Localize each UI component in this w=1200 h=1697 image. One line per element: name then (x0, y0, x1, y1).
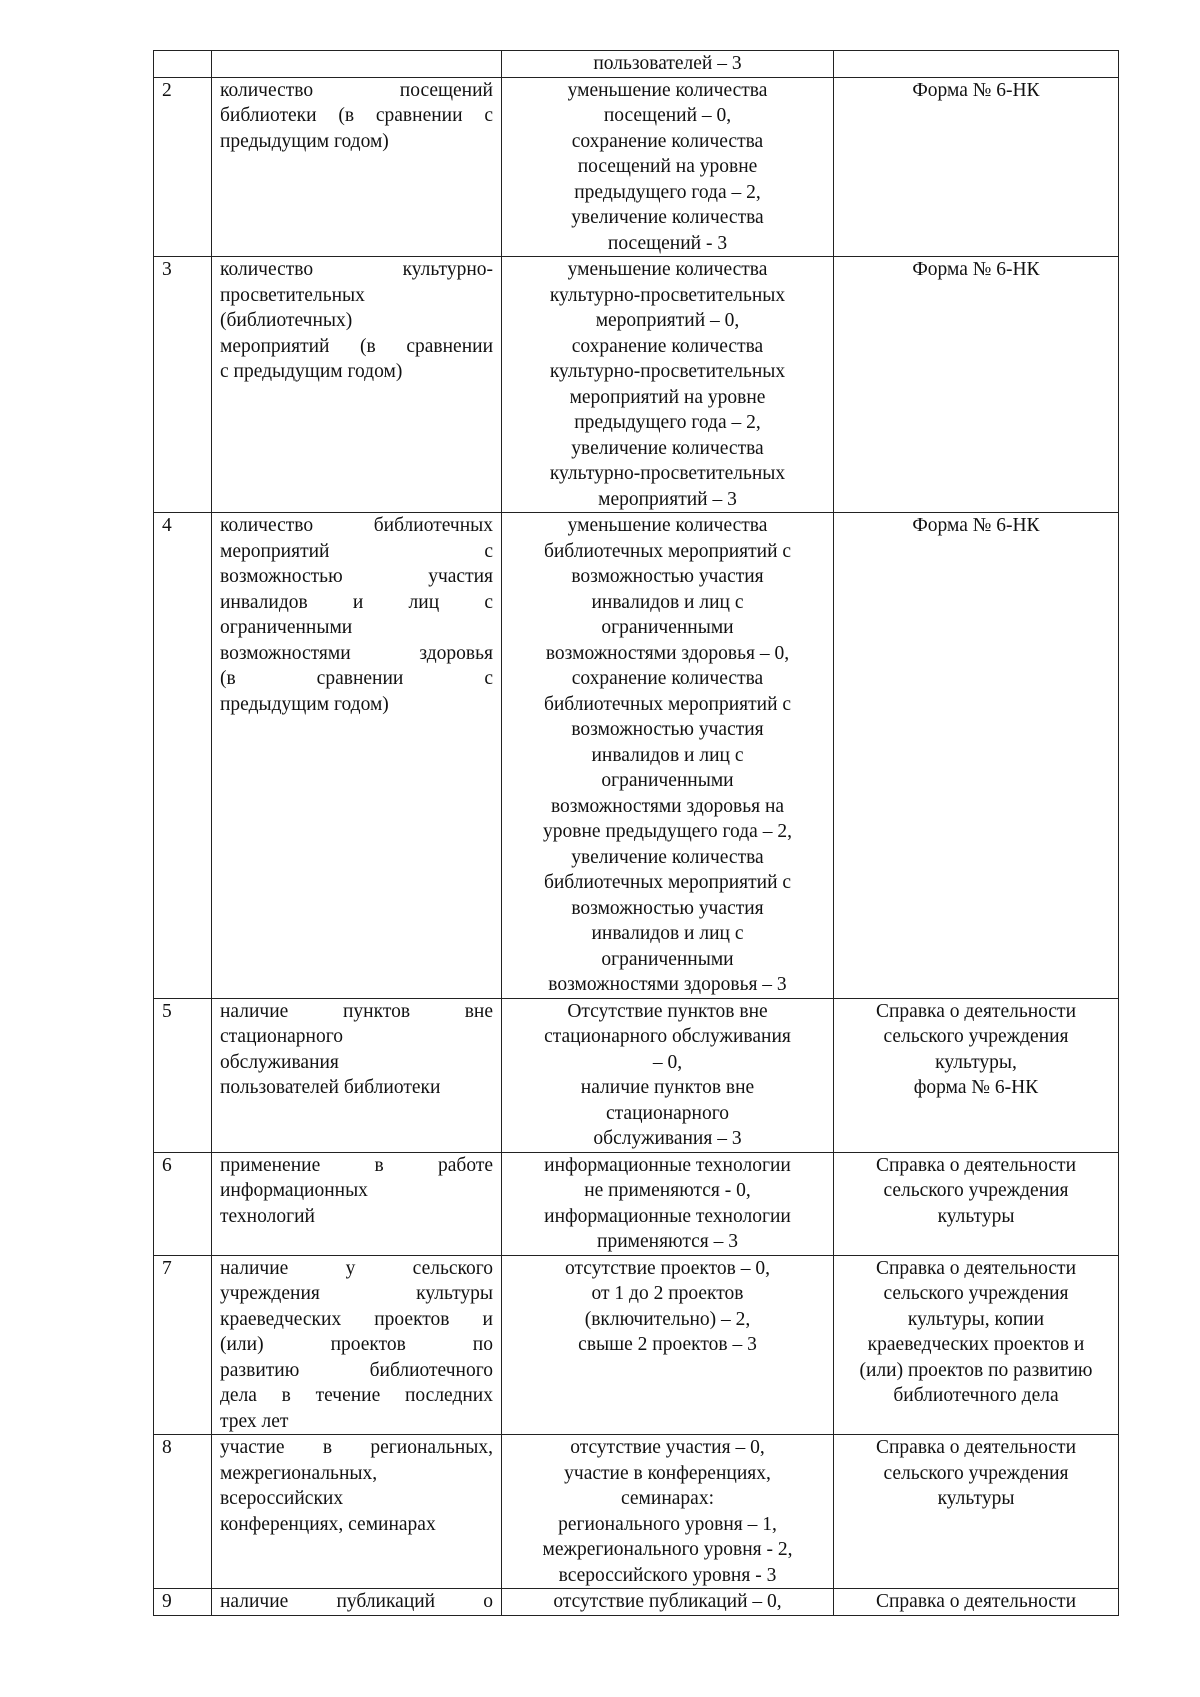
score-line: культурно-просветительных (549, 284, 786, 306)
score-line: отсутствие проектов – 0, (565, 1257, 770, 1279)
source-line: Форма № 6-НК (912, 515, 1040, 536)
score-line: (включительно) – 2, (584, 1308, 751, 1330)
criterion-line: ограниченными (220, 617, 353, 638)
criterion-line: наличие у сельского (220, 1257, 493, 1279)
score-line: обслуживания – 3 (593, 1128, 742, 1149)
source-line: Справка о деятельности (875, 1000, 1077, 1022)
score-line: не применяются - 0, (584, 1180, 751, 1201)
criterion-line: наличие пунктов вне (220, 1000, 493, 1022)
score-line: библиотечных мероприятий с (543, 540, 792, 562)
score-line: информационные технологии (544, 1154, 791, 1176)
score-line: наличие пунктов вне (580, 1077, 755, 1098)
score-line: мероприятий – 3 (598, 488, 737, 510)
score-line: увеличение количества (571, 207, 764, 228)
score-line: возможностями здоровья – 0, (545, 642, 790, 664)
score-line: пользователей – 3 (593, 53, 742, 74)
source-cell (834, 1435, 1119, 1589)
score-cell (502, 1255, 834, 1435)
source-line: Справка о деятельности (875, 1437, 1077, 1458)
score-cell (502, 51, 834, 78)
criterion-line: наличие публикаций о (220, 1591, 493, 1612)
criterion-line: пользователей библиотеки (220, 1077, 441, 1098)
criterion-line: (или) проектов по (220, 1334, 493, 1355)
score-line: стационарного обслуживания (544, 1026, 791, 1047)
row-number-cell: 9 (154, 1589, 212, 1616)
score-line: посещений на уровне (577, 156, 758, 177)
source-cell (834, 1255, 1119, 1435)
criterion-line: инвалидов и лиц с (220, 591, 493, 613)
score-line: возможностью участия (571, 566, 764, 587)
criterion-cell (212, 77, 502, 257)
score-line: отсутствие публикаций – 0, (553, 1591, 782, 1612)
table-row (154, 51, 1119, 78)
score-cell (502, 1435, 834, 1589)
score-line: от 1 до 2 проектов (591, 1283, 744, 1304)
score-line: ограниченными (601, 770, 734, 791)
criterion-line: конференциях, семинарах (220, 1513, 436, 1535)
criterion-line: дела в течение последних (220, 1385, 493, 1406)
source-cell (834, 257, 1119, 513)
score-cell (502, 513, 834, 999)
score-line: уровне предыдущего года – 2, (543, 821, 792, 842)
source-line: культуры, (935, 1051, 1017, 1073)
criterion-line: количество библиотечных (220, 515, 493, 536)
criterion-cell (212, 998, 502, 1152)
score-line: возможностями здоровья на (550, 795, 785, 817)
score-line: – 0, (652, 1051, 683, 1073)
criterion-line: возможностями здоровья (220, 642, 493, 664)
criterion-line: предыдущим годом) (220, 693, 389, 715)
table-row (154, 1589, 1119, 1616)
criterion-line: количество посещений (220, 79, 493, 101)
row-number-cell: 8 (154, 1435, 212, 1589)
score-line: мероприятий – 0, (595, 310, 740, 331)
score-line: увеличение количества (571, 437, 764, 459)
source-cell (834, 513, 1119, 999)
score-line: применяются – 3 (597, 1231, 738, 1252)
criterion-line: применение в работе (220, 1154, 493, 1176)
criteria-table-body (154, 51, 1119, 1616)
source-line: Справка о деятельности (875, 1257, 1077, 1279)
score-cell (502, 77, 834, 257)
score-cell (502, 1589, 834, 1616)
row-number-cell: 2 (154, 77, 212, 257)
source-line: Справка о деятельности (875, 1154, 1077, 1176)
score-line: сохранение количества (571, 335, 764, 357)
score-line: библиотечных мероприятий с (543, 872, 792, 893)
criterion-line: трех лет (220, 1410, 289, 1432)
source-cell (834, 1152, 1119, 1255)
row-number-cell: 5 (154, 998, 212, 1152)
table-row (154, 513, 1119, 999)
score-line: информационные технологии (544, 1205, 791, 1227)
score-line: семинарах: (621, 1488, 714, 1509)
criterion-line: мероприятий (в сравнении (220, 335, 493, 357)
row-number-cell: 3 (154, 257, 212, 513)
criterion-line: количество культурно- (220, 259, 493, 280)
row-number-cell (154, 51, 212, 78)
source-line: сельского учреждения (883, 1283, 1069, 1304)
score-cell (502, 257, 834, 513)
score-line: предыдущего года – 2, (574, 181, 761, 203)
score-line: увеличение количества (571, 846, 764, 868)
source-line: культуры, копии (907, 1308, 1045, 1330)
table-row (154, 77, 1119, 257)
source-line: культуры (937, 1205, 1015, 1227)
score-line: отсутствие участия – 0, (570, 1437, 765, 1458)
criterion-line: с предыдущим годом) (220, 361, 403, 382)
criterion-line: межрегиональных, (220, 1462, 378, 1484)
source-line: форма № 6-НК (913, 1077, 1039, 1098)
criteria-table (153, 50, 1119, 1616)
row-number-cell: 7 (154, 1255, 212, 1435)
row-number-cell: 4 (154, 513, 212, 999)
score-line: ограниченными (601, 948, 734, 970)
score-line: уменьшение количества (567, 259, 768, 280)
criterion-line: участие в региональных, (220, 1437, 493, 1458)
source-line: библиотечного дела (893, 1385, 1059, 1406)
score-line: инвалидов и лиц с (591, 591, 744, 613)
score-line: свыше 2 проектов – 3 (578, 1334, 757, 1355)
source-cell (834, 51, 1119, 78)
score-line: возможностью участия (571, 897, 764, 919)
criterion-line: развитию библиотечного (220, 1359, 493, 1381)
score-line: инвалидов и лиц с (591, 744, 744, 766)
score-line: возможностями здоровья – 3 (548, 974, 787, 995)
criterion-cell (212, 257, 502, 513)
criterion-line: возможностью участия (220, 566, 493, 587)
score-line: сохранение количества (571, 130, 764, 152)
criterion-line: (в сравнении с (220, 668, 493, 689)
source-line: сельского учреждения (883, 1180, 1069, 1201)
criterion-line: обслуживания (220, 1051, 339, 1073)
source-cell (834, 77, 1119, 257)
row-number-cell: 6 (154, 1152, 212, 1255)
score-line: предыдущего года – 2, (574, 412, 761, 433)
score-line: уменьшение количества (567, 515, 768, 536)
score-cell (502, 998, 834, 1152)
criterion-line: всероссийских (220, 1488, 344, 1509)
score-line: мероприятий на уровне (569, 386, 766, 408)
score-line: стационарного (606, 1102, 729, 1124)
source-line: Справка о деятельности (875, 1591, 1077, 1612)
source-cell (834, 998, 1119, 1152)
score-line: сохранение количества (571, 668, 764, 689)
criterion-cell (212, 1255, 502, 1435)
criterion-line: (библиотечных) (220, 310, 353, 331)
source-line: культуры (937, 1488, 1015, 1509)
criterion-line: библиотеки (в сравнении с (220, 105, 493, 126)
source-line: сельского учреждения (883, 1462, 1069, 1484)
criterion-line: краеведческих проектов и (220, 1308, 493, 1330)
score-line: ограниченными (601, 617, 734, 638)
score-line: Отсутствие пунктов вне (567, 1000, 768, 1022)
table-row (154, 257, 1119, 513)
score-line: посещений - 3 (607, 232, 728, 254)
score-line: культурно-просветительных (549, 361, 786, 382)
table-row (154, 1435, 1119, 1589)
score-line: участие в конференциях, (564, 1462, 771, 1484)
score-cell (502, 1152, 834, 1255)
criterion-line: учреждения культуры (220, 1283, 493, 1304)
table-row (154, 998, 1119, 1152)
score-line: уменьшение количества (567, 79, 768, 101)
score-line: регионального уровня – 1, (558, 1513, 777, 1535)
source-line: сельского учреждения (883, 1026, 1069, 1047)
score-line: возможностью участия (571, 719, 764, 740)
criterion-cell (212, 1435, 502, 1589)
table-row (154, 1255, 1119, 1435)
criterion-line: информационных (220, 1180, 368, 1201)
table-row (154, 1152, 1119, 1255)
criterion-line: предыдущим годом) (220, 130, 389, 152)
criterion-cell (212, 51, 502, 78)
source-line: (или) проектов по развитию (859, 1359, 1093, 1381)
source-line: Форма № 6-НК (912, 79, 1040, 101)
source-cell (834, 1589, 1119, 1616)
source-line: краеведческих проектов и (867, 1334, 1085, 1355)
criterion-line: мероприятий с (220, 540, 493, 562)
score-line: библиотечных мероприятий с (543, 693, 792, 715)
criterion-cell (212, 1589, 502, 1616)
score-line: культурно-просветительных (549, 463, 786, 484)
score-line: посещений – 0, (603, 105, 732, 126)
criterion-line: стационарного (220, 1026, 343, 1047)
criterion-cell (212, 513, 502, 999)
score-line: межрегионального уровня - 2, (542, 1539, 793, 1560)
source-line: Форма № 6-НК (912, 259, 1040, 280)
criterion-line: технологий (220, 1205, 315, 1227)
score-line: всероссийского уровня - 3 (558, 1564, 777, 1586)
criterion-line: просветительных (220, 284, 365, 306)
criterion-cell (212, 1152, 502, 1255)
score-line: инвалидов и лиц с (591, 923, 744, 944)
